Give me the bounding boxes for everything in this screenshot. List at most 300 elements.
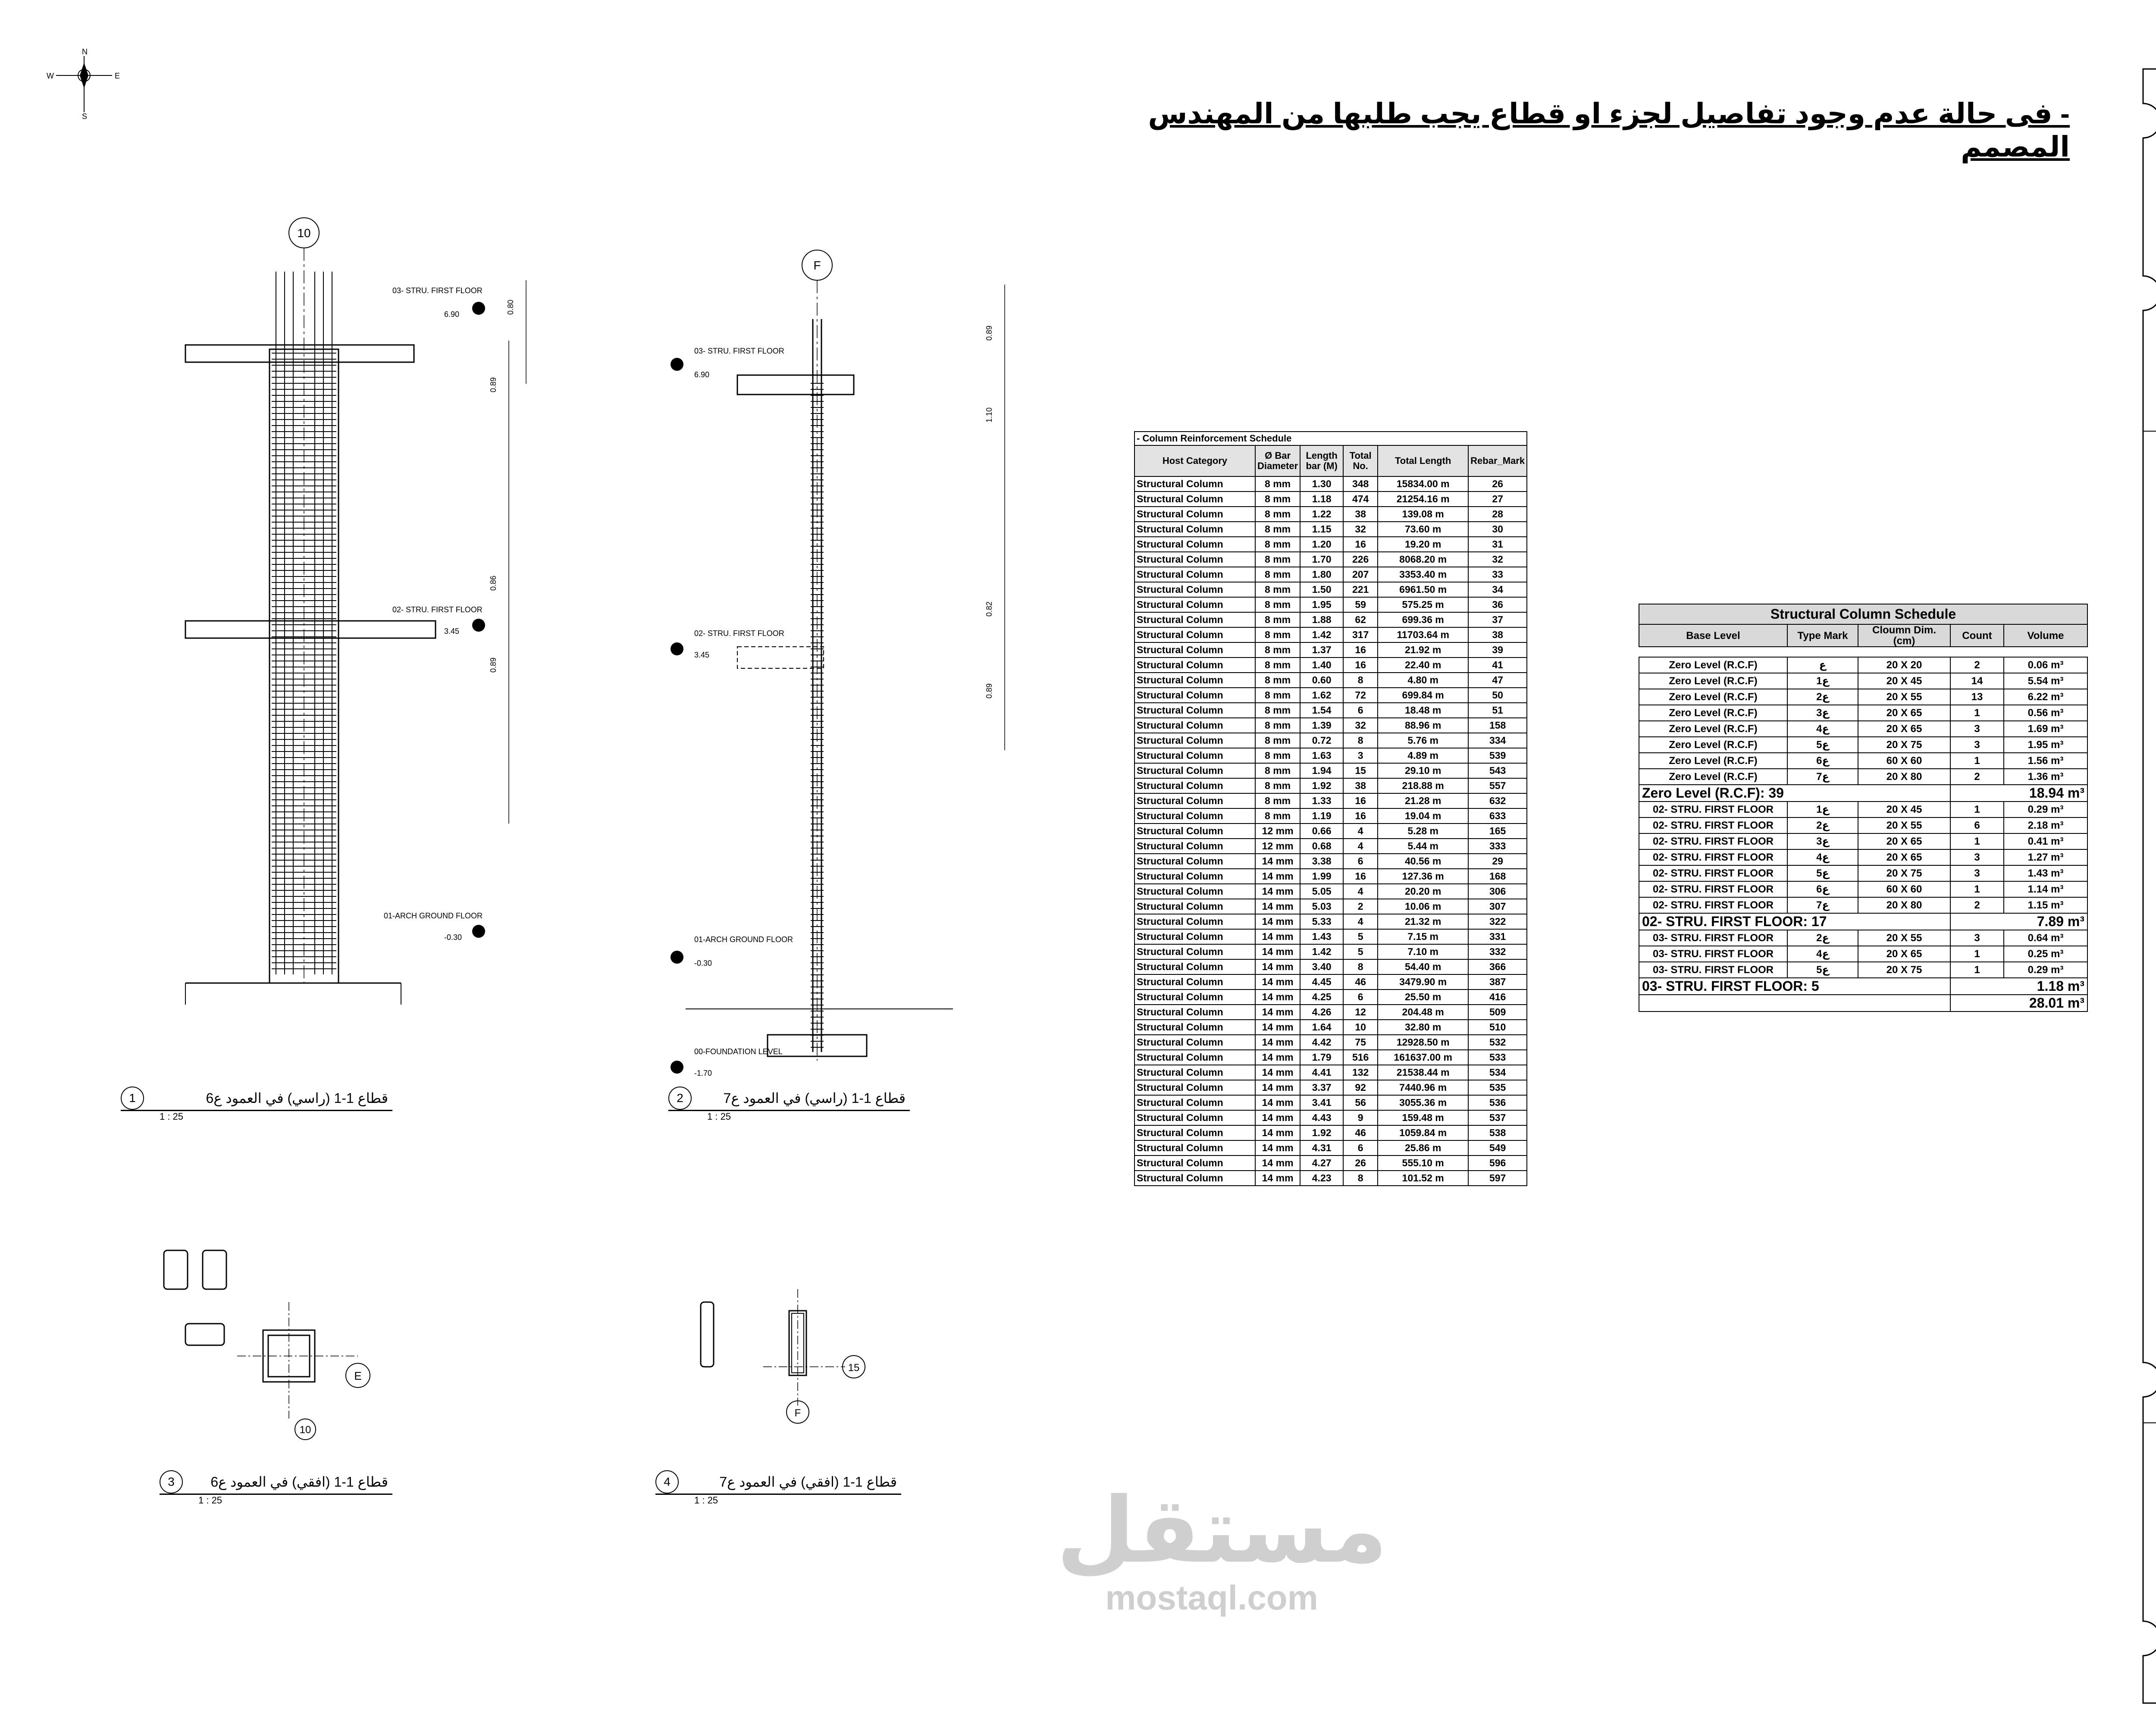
rebar-cell: 1.42 — [1300, 944, 1343, 959]
table-row — [1134, 522, 1527, 537]
rebar-cell: 14 mm — [1255, 869, 1300, 884]
rebar-cell: 38 — [1343, 507, 1378, 522]
group-total-row — [1639, 978, 2087, 995]
rebar-cell: 15834.00 m — [1378, 476, 1468, 492]
column-cell: 1 — [1950, 881, 2004, 897]
rebar-cell: Structural Column — [1134, 492, 1255, 507]
rebar-cell: Structural Column — [1134, 1020, 1255, 1035]
rebar-cell: 59 — [1343, 597, 1378, 612]
rebar-cell: 14 mm — [1255, 1171, 1300, 1186]
column-cell: 1.36 m³ — [2004, 769, 2087, 785]
rebar-cell: 317 — [1343, 627, 1378, 642]
section-4-number: 4 — [655, 1470, 679, 1494]
column-cell: ع2 — [1787, 817, 1858, 833]
column-cell: 20 X 20 — [1858, 657, 1950, 673]
level-02-label: 02- STRU. FIRST FLOOR — [392, 605, 483, 614]
table-row — [1134, 778, 1527, 793]
dim-082: 0.82 — [985, 601, 993, 617]
rebar-cell: 16 — [1343, 658, 1378, 673]
rebar-cell: Structural Column — [1134, 929, 1255, 944]
rebar-cell: 331 — [1468, 929, 1527, 944]
rebar-cell: 12 mm — [1255, 824, 1300, 839]
table-row — [1134, 929, 1527, 944]
rebar-cell: Structural Column — [1134, 567, 1255, 582]
rebar-cell: 4 — [1343, 824, 1378, 839]
table-row — [1639, 897, 2087, 913]
rebar-cell: 14 mm — [1255, 914, 1300, 929]
rebar-cell: 4.23 — [1300, 1171, 1343, 1186]
rebar-cell: Structural Column — [1134, 673, 1255, 688]
rebar-cell: 596 — [1468, 1156, 1527, 1171]
level-00-label: 00-FOUNDATION LEVEL — [694, 1047, 783, 1056]
rebar-cell: 38 — [1468, 627, 1527, 642]
column-cell: 02- STRU. FIRST FLOOR — [1639, 881, 1787, 897]
rebar-cell: 3 — [1343, 748, 1378, 763]
table-row — [1134, 492, 1527, 507]
rebar-cell: 14 mm — [1255, 1156, 1300, 1171]
watermark-latin: mostaql.com — [1105, 1578, 1318, 1617]
column-cell: 0.29 m³ — [2004, 802, 2087, 817]
rebar-cell: 332 — [1468, 944, 1527, 959]
column-cell: 02- STRU. FIRST FLOOR — [1639, 802, 1787, 817]
rebar-cell: 8 mm — [1255, 733, 1300, 748]
rebar-cell: Structural Column — [1134, 1171, 1255, 1186]
rebar-cell: Structural Column — [1134, 522, 1255, 537]
column-cell: 5.54 m³ — [2004, 673, 2087, 689]
rebar-cell: Structural Column — [1134, 552, 1255, 567]
rebar-cell: 5.03 — [1300, 899, 1343, 914]
level-01-value: -0.30 — [694, 959, 712, 968]
rebar-cell: 6 — [1343, 703, 1378, 718]
rebar-cell: 1059.84 m — [1378, 1125, 1468, 1140]
rebar-cell: 1.39 — [1300, 718, 1343, 733]
compass-n: N — [82, 47, 88, 56]
column-cell: 03- STRU. FIRST FLOOR — [1639, 930, 1787, 946]
table-row — [1134, 899, 1527, 914]
rebar-cell: 16 — [1343, 537, 1378, 552]
rebar-cell: 575.25 m — [1378, 597, 1468, 612]
column-cell: 20 X 65 — [1858, 946, 1950, 962]
rebar-cell: 4.26 — [1300, 1005, 1343, 1020]
rebar-cell: 532 — [1468, 1035, 1527, 1050]
table-row — [1134, 869, 1527, 884]
column-cell: ع4 — [1787, 721, 1858, 737]
level-03-value: 6.90 — [444, 310, 460, 319]
rebar-cell: 26 — [1343, 1156, 1378, 1171]
rebar-cell: Structural Column — [1134, 884, 1255, 899]
rebar-cell: 1.43 — [1300, 929, 1343, 944]
rebar-cell: 62 — [1343, 612, 1378, 627]
column-header-cell: Base Level — [1639, 624, 1787, 647]
table-row — [1639, 753, 2087, 769]
column-cell: 2.18 m³ — [2004, 817, 2087, 833]
section-3-title-block — [160, 1470, 392, 1506]
section-3-drawing — [155, 1233, 392, 1440]
rebar-cell: 8 mm — [1255, 507, 1300, 522]
rebar-cell: Structural Column — [1134, 839, 1255, 854]
rebar-cell: 41 — [1468, 658, 1527, 673]
rebar-cell: 516 — [1343, 1050, 1378, 1065]
column-cell: 6.22 m³ — [2004, 689, 2087, 705]
rebar-cell: 101.52 m — [1378, 1171, 1468, 1186]
rebar-cell: Structural Column — [1134, 944, 1255, 959]
rebar-cell: 21538.44 m — [1378, 1065, 1468, 1080]
table-row — [1134, 582, 1527, 597]
column-cell: 20 X 55 — [1858, 930, 1950, 946]
section-2-title: قطاع 1-1 (راسي) في العمود ع7 — [723, 1090, 906, 1106]
rebar-cell: 510 — [1468, 1020, 1527, 1035]
rebar-cell: 25.86 m — [1378, 1140, 1468, 1156]
rebar-cell: Structural Column — [1134, 793, 1255, 808]
ties-hatch — [272, 349, 336, 974]
rebar-cell: 21.32 m — [1378, 914, 1468, 929]
rebar-header-cell: Total Length — [1378, 445, 1468, 476]
rebar-cell: 27 — [1468, 492, 1527, 507]
column-cell: 20 X 45 — [1858, 802, 1950, 817]
rebar-cell: 533 — [1468, 1050, 1527, 1065]
table-row — [1639, 930, 2087, 946]
column-cell: 20 X 55 — [1858, 689, 1950, 705]
section-1-title-block — [121, 1087, 392, 1122]
grid-bubble-15: 15 — [848, 1362, 860, 1374]
table-row — [1134, 597, 1527, 612]
rebar-cell: 537 — [1468, 1110, 1527, 1125]
rebar-cell: 8 mm — [1255, 597, 1300, 612]
rebar-cell: 30 — [1468, 522, 1527, 537]
section-1-number: 1 — [121, 1087, 144, 1110]
table-row — [1134, 552, 1527, 567]
column-cell: 20 X 45 — [1858, 673, 1950, 689]
column-cell: 2 — [1950, 657, 2004, 673]
rebar-cell: 8 mm — [1255, 748, 1300, 763]
rebar-cell: Structural Column — [1134, 658, 1255, 673]
table-row — [1134, 974, 1527, 990]
column-cell: Zero Level (R.C.F) — [1639, 673, 1787, 689]
column-cell: Zero Level (R.C.F) — [1639, 721, 1787, 737]
rebar-cell: 387 — [1468, 974, 1527, 990]
rebar-cell: 221 — [1343, 582, 1378, 597]
rebar-cell: 4.41 — [1300, 1065, 1343, 1080]
column-cell: 02- STRU. FIRST FLOOR — [1639, 849, 1787, 865]
rebar-cell: 1.62 — [1300, 688, 1343, 703]
table-row — [1639, 817, 2087, 833]
section-3-title: قطاع 1-1 (افقي) في العمود ع6 — [210, 1474, 388, 1490]
rebar-cell: 8 — [1343, 1171, 1378, 1186]
table-row — [1639, 657, 2087, 673]
rebar-cell: 14 mm — [1255, 1080, 1300, 1095]
rebar-cell: 25.50 m — [1378, 990, 1468, 1005]
dim-089b: 0.89 — [985, 683, 993, 698]
rebar-cell: 1.92 — [1300, 1125, 1343, 1140]
table-row — [1134, 627, 1527, 642]
column-cell: 20 X 65 — [1858, 849, 1950, 865]
rebar-cell: Structural Column — [1134, 1080, 1255, 1095]
rebar-cell: 14 mm — [1255, 1035, 1300, 1050]
level-03-label: 03- STRU. FIRST FLOOR — [694, 347, 784, 355]
column-cell: ع3 — [1787, 705, 1858, 721]
rebar-cell: 535 — [1468, 1080, 1527, 1095]
rebar-cell: 40.56 m — [1378, 854, 1468, 869]
table-row — [1134, 854, 1527, 869]
level-03-label: 03- STRU. FIRST FLOOR — [392, 286, 483, 295]
level-00-value: -1.70 — [694, 1069, 712, 1077]
rebar-cell: 8 mm — [1255, 552, 1300, 567]
rebar-cell: 1.63 — [1300, 748, 1343, 763]
column-cell: 20 X 65 — [1858, 721, 1950, 737]
rebar-cell: 92 — [1343, 1080, 1378, 1095]
table-row — [1639, 946, 2087, 962]
column-cell: 3 — [1950, 849, 2004, 865]
column-schedule-table — [1639, 604, 2088, 1012]
column-cell: 1.27 m³ — [2004, 849, 2087, 865]
column-cell: 0.06 m³ — [2004, 657, 2087, 673]
rebar-cell: Structural Column — [1134, 1035, 1255, 1050]
section-1-title: قطاع 1-1 (راسي) في العمود ع6 — [206, 1090, 388, 1106]
rebar-cell: 26 — [1468, 476, 1527, 492]
rebar-cell: 51 — [1468, 703, 1527, 718]
table-row — [1134, 1035, 1527, 1050]
rebar-cell: 4.89 m — [1378, 748, 1468, 763]
rebar-cell: 632 — [1468, 793, 1527, 808]
section-4-title-block — [655, 1470, 901, 1506]
rebar-cell: 14 mm — [1255, 1050, 1300, 1065]
rebar-cell: 22.40 m — [1378, 658, 1468, 673]
column-cell: 1 — [1950, 833, 2004, 849]
table-row — [1134, 1171, 1527, 1186]
column-cell: Zero Level (R.C.F) — [1639, 705, 1787, 721]
rebar-cell: Structural Column — [1134, 748, 1255, 763]
rebar-cell: 16 — [1343, 808, 1378, 824]
rebar-cell: Structural Column — [1134, 854, 1255, 869]
rebar-cell: 14 mm — [1255, 884, 1300, 899]
rebar-cell: 159.48 m — [1378, 1110, 1468, 1125]
rebar-cell: 207 — [1343, 567, 1378, 582]
rebar-cell: 334 — [1468, 733, 1527, 748]
column-header-cell: Volume — [2004, 624, 2087, 647]
rebar-cell: Structural Column — [1134, 642, 1255, 658]
column-header-cell: Type Mark — [1787, 624, 1858, 647]
column-cell: ع6 — [1787, 753, 1858, 769]
rebar-cell: 1.88 — [1300, 612, 1343, 627]
rebar-cell: Structural Column — [1134, 808, 1255, 824]
dim-089: 0.89 — [489, 377, 498, 392]
rebar-cell: Structural Column — [1134, 688, 1255, 703]
table-row — [1134, 793, 1527, 808]
column-cell: 2 — [1950, 897, 2004, 913]
rebar-cell: 0.66 — [1300, 824, 1343, 839]
group-total-label: Zero Level (R.C.F): 39 — [1639, 785, 1950, 802]
rebar-cell: Structural Column — [1134, 1050, 1255, 1065]
column-cell: 1.43 m³ — [2004, 865, 2087, 881]
rebar-cell: 307 — [1468, 899, 1527, 914]
rebar-cell: 31 — [1468, 537, 1527, 552]
table-row — [1639, 865, 2087, 881]
rebar-cell: 33 — [1468, 567, 1527, 582]
column-cell: 1.56 m³ — [2004, 753, 2087, 769]
rebar-cell: 132 — [1343, 1065, 1378, 1080]
rebar-cell: 416 — [1468, 990, 1527, 1005]
table-row — [1134, 944, 1527, 959]
rebar-cell: 306 — [1468, 884, 1527, 899]
section-2-drawing — [660, 241, 1048, 1121]
table-row — [1639, 689, 2087, 705]
column-cell: 60 X 60 — [1858, 881, 1950, 897]
rebar-cell: 4 — [1343, 884, 1378, 899]
section-4-scale: 1 : 25 — [694, 1495, 718, 1506]
rebar-cell: 161637.00 m — [1378, 1050, 1468, 1065]
rebar-cell: 3353.40 m — [1378, 567, 1468, 582]
rebar-cell: 1.40 — [1300, 658, 1343, 673]
rebar-cell: 14 mm — [1255, 854, 1300, 869]
rebar-cell: 3.41 — [1300, 1095, 1343, 1110]
rebar-cell: 14 mm — [1255, 1065, 1300, 1080]
rebar-header-cell: Total No. — [1343, 445, 1378, 476]
column-schedule — [1639, 604, 2088, 1012]
rebar-cell: 5.05 — [1300, 884, 1343, 899]
table-row — [1134, 1005, 1527, 1020]
rebar-header-cell: Host Category — [1134, 445, 1255, 476]
rebar-cell: Structural Column — [1134, 1065, 1255, 1080]
table-row — [1134, 1020, 1527, 1035]
rebar-cell: Structural Column — [1134, 733, 1255, 748]
column-cell: ع1 — [1787, 802, 1858, 817]
rebar-cell: 56 — [1343, 1095, 1378, 1110]
rebar-cell: 29.10 m — [1378, 763, 1468, 778]
rebar-cell: 1.79 — [1300, 1050, 1343, 1065]
rebar-cell: Structural Column — [1134, 1005, 1255, 1020]
table-row — [1134, 718, 1527, 733]
rebar-cell: 14 mm — [1255, 959, 1300, 974]
rebar-cell: 10.06 m — [1378, 899, 1468, 914]
column-cell: 1.14 m³ — [2004, 881, 2087, 897]
table-row — [1134, 884, 1527, 899]
table-row — [1639, 721, 2087, 737]
column-cell: Zero Level (R.C.F) — [1639, 689, 1787, 705]
rebar-cell: Structural Column — [1134, 1095, 1255, 1110]
table-row — [1639, 705, 2087, 721]
rebar-cell: 8 mm — [1255, 778, 1300, 793]
rebar-cell: 54.40 m — [1378, 959, 1468, 974]
rebar-cell: 8 mm — [1255, 537, 1300, 552]
table-row — [1134, 959, 1527, 974]
rebar-cell: 38 — [1343, 778, 1378, 793]
table-row — [1134, 567, 1527, 582]
rebar-cell: 9 — [1343, 1110, 1378, 1125]
rebar-cell: 366 — [1468, 959, 1527, 974]
rebar-cell: 1.54 — [1300, 703, 1343, 718]
rebar-cell: 14 mm — [1255, 1110, 1300, 1125]
group-total-label: 03- STRU. FIRST FLOOR: 5 — [1639, 978, 1950, 995]
rebar-cell: 204.48 m — [1378, 1005, 1468, 1020]
rebar-cell: 8 mm — [1255, 688, 1300, 703]
rebar-cell: 8 mm — [1255, 703, 1300, 718]
group-total-label: 02- STRU. FIRST FLOOR: 17 — [1639, 913, 1950, 930]
rebar-cell: Structural Column — [1134, 703, 1255, 718]
grid-bubble-10: 10 — [297, 226, 311, 240]
table-row — [1134, 1110, 1527, 1125]
rebar-cell: 538 — [1468, 1125, 1527, 1140]
table-row — [1134, 808, 1527, 824]
rebar-cell: 14 mm — [1255, 929, 1300, 944]
grid-bubble-f: F — [813, 259, 821, 272]
rebar-header-cell: Length bar (M) — [1300, 445, 1343, 476]
rebar-cell: 1.37 — [1300, 642, 1343, 658]
rebar-cell: 6 — [1343, 990, 1378, 1005]
rebar-cell: 6 — [1343, 854, 1378, 869]
rebar-cell: 8 mm — [1255, 612, 1300, 627]
rebar-cell: 8 mm — [1255, 718, 1300, 733]
dim-089b: 0.89 — [489, 657, 498, 673]
rebar-cell: Structural Column — [1134, 612, 1255, 627]
column-cell: ع1 — [1787, 673, 1858, 689]
rebar-cell: 127.36 m — [1378, 869, 1468, 884]
rebar-cell: 5.28 m — [1378, 824, 1468, 839]
table-row — [1134, 990, 1527, 1005]
column-cell: 1 — [1950, 946, 2004, 962]
table-row — [1134, 824, 1527, 839]
column-cell: 20 X 65 — [1858, 705, 1950, 721]
rebar-cell: 509 — [1468, 1005, 1527, 1020]
rebar-cell: 8 mm — [1255, 793, 1300, 808]
section-4-drawing — [681, 1263, 875, 1436]
group-total-value: 1.18 m³ — [1950, 978, 2087, 995]
rebar-cell: 39 — [1468, 642, 1527, 658]
column-cell: 1 — [1950, 753, 2004, 769]
rebar-cell: 3479.90 m — [1378, 974, 1468, 990]
rebar-cell: 47 — [1468, 673, 1527, 688]
rebar-cell: 226 — [1343, 552, 1378, 567]
rebar-cell: 8 mm — [1255, 627, 1300, 642]
column-cell: 0.56 m³ — [2004, 705, 2087, 721]
rebar-cell: 218.88 m — [1378, 778, 1468, 793]
table-row — [1134, 733, 1527, 748]
rebar-cell: 12928.50 m — [1378, 1035, 1468, 1050]
column-cell: 3 — [1950, 721, 2004, 737]
dim-089: 0.89 — [985, 325, 993, 341]
rebar-cell: 3.37 — [1300, 1080, 1343, 1095]
section-3-scale: 1 : 25 — [198, 1495, 222, 1506]
banner-title: - فى حالة عدم وجود تفاصيل لجزء او قطاع يجب طلبها من المهندس المصمم — [1148, 97, 2070, 163]
rebar-cell: Structural Column — [1134, 899, 1255, 914]
column-cell: ع7 — [1787, 769, 1858, 785]
rebar-cell: 8 mm — [1255, 658, 1300, 673]
rebar-cell: 699.36 m — [1378, 612, 1468, 627]
rebar-cell: 555.10 m — [1378, 1156, 1468, 1171]
rebar-cell: 5 — [1343, 944, 1378, 959]
rebar-cell: 5 — [1343, 929, 1378, 944]
rebar-cell: 322 — [1468, 914, 1527, 929]
rebar-cell: 72 — [1343, 688, 1378, 703]
rebar-schedule — [1134, 431, 1527, 1186]
table-row — [1639, 833, 2087, 849]
table-row — [1134, 658, 1527, 673]
rebar-cell: 8 — [1343, 673, 1378, 688]
column-cell: Zero Level (R.C.F) — [1639, 753, 1787, 769]
rebar-cell: 11703.64 m — [1378, 627, 1468, 642]
column-cell: 1 — [1950, 802, 2004, 817]
table-row — [1639, 802, 2087, 817]
column-cell: ع5 — [1787, 865, 1858, 881]
rebar-schedule-table — [1134, 431, 1527, 1186]
rebar-cell: 348 — [1343, 476, 1378, 492]
rebar-cell: 8 mm — [1255, 808, 1300, 824]
column-cell: ع6 — [1787, 881, 1858, 897]
rebar-cell: Structural Column — [1134, 824, 1255, 839]
rebar-cell: 165 — [1468, 824, 1527, 839]
rebar-cell: Structural Column — [1134, 1140, 1255, 1156]
rebar-cell: 46 — [1343, 1125, 1378, 1140]
table-row — [1134, 839, 1527, 854]
